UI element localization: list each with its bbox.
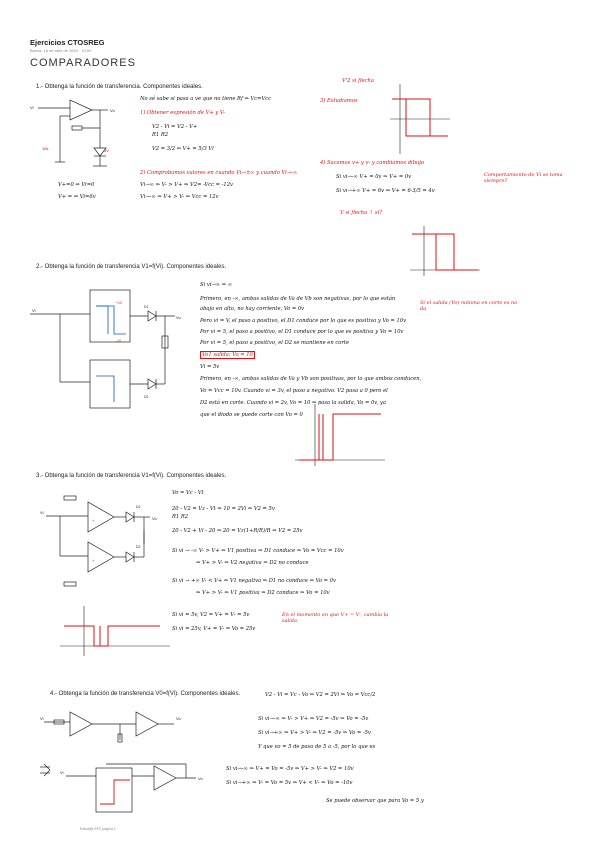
ex3-line-5: ⇒ V+ > V- ⇒ V2 negativa ⇒ D2 no conduce: [196, 560, 309, 566]
ex1-line-5: 2) Comprobamos valores en cuando Vi→±∞ y cuando Vi→-∞: [140, 170, 298, 176]
ex3-line-7: ⇒ V+ > V- ⇒ V1 positiva ⇒ D2 conduce ⇒ Vo = 10v: [196, 590, 330, 596]
ex1-line-8: 3) Estudiamos: [320, 98, 358, 104]
ex2-line-3: Pero vi = V, el paso a positivo, el D1 conduce por lo que es positiva y Vo = 10v: [200, 318, 407, 324]
ex2-boxed-0: [200, 352, 255, 358]
ex1-line-9: 4) Sacamos v+ y v- y cambiamos dibujo: [320, 160, 425, 166]
svg-text:D1: D1: [136, 505, 141, 509]
exercise-4-label: 4.- Obtenga la función de transferencia V0=f(Vi). Componentes ideales.: [50, 691, 241, 697]
ex3-line-1: 20 - V2 = Vz - Vt ⇒ 10 = 2Vi ⇒ V2 = 5v: [172, 506, 275, 512]
exercise-1-label: 1.- Obtenga la función de transferencia. Componentes ideales.: [36, 84, 203, 90]
ex3-transfer-plot: [60, 606, 170, 656]
ex3-line-6: Si vi → +∞ V- < V+ ⇒ V1 negativa ⇒ D1 no conduce ⇒ Vo = 0v: [172, 578, 336, 584]
svg-text:Vi: Vi: [60, 770, 64, 775]
svg-text:+: +: [92, 518, 95, 523]
svg-text:5V: 5V: [104, 148, 109, 153]
ex2-note-0: Si el salida (Vo) mínima en corte es no da: [420, 300, 518, 312]
ex1-line-12: V+=0 ⇐ Vi=0: [58, 182, 95, 188]
svg-text:Vo: Vo: [198, 776, 203, 781]
ex4-line-4: Si vi→-∞ ⇒ V+ = Vo = -5v ⇒ V+ > V- ⇒ V2 = 10v: [226, 766, 354, 772]
ex4-line-1: Si vi→-∞ ⇒ V- > V+ ⇒ V2 = -5v ⇒ Vo = -5v: [258, 716, 369, 722]
ex1-note-0: V'2 si flecha: [342, 78, 374, 84]
page-footer: Estudi@ EPC página 1: [80, 827, 116, 831]
ex3-note-0: En el momento en que V+ = V-, cambia la salida: [282, 612, 389, 624]
ex4-line-6: Se puede observar que para Vo = 5 y: [326, 798, 424, 804]
exercise-3-label: 3.- Obtenga la función de transferencia V1=f(Vi). Componentes ideales.: [36, 473, 227, 479]
svg-text:+10: +10: [116, 301, 122, 305]
svg-text:Vi: Vi: [30, 105, 34, 110]
ex3-line-2: R1 R2: [172, 514, 189, 520]
svg-text:Vi: Vi: [32, 308, 36, 313]
ex4-line-3: Y que vo = 5 de paso de 5 a -5, por lo que es: [258, 744, 376, 750]
ex2-transfer-plot: [295, 404, 385, 466]
svg-text:D2: D2: [144, 395, 149, 399]
svg-text:Vo: Vo: [176, 315, 181, 320]
page-title: COMPARADORES: [30, 57, 136, 69]
ex1-line-10: Si vi→-∞ V+ = 0v ⇒ V+ = 0v: [336, 174, 412, 180]
ex2-line-9: D2 está en corte. Cuando vi = 2v, Vo = 10 ⇒ pasa la salida, Vo = 0v, ya: [200, 400, 386, 406]
svg-text:-10: -10: [116, 339, 122, 343]
ex1-line-0: No sé sabe si pasa a ve que no tiene Rf ⇒ Vc=Vcc: [140, 96, 272, 102]
ex2-line-8: Vo = Vcc = 10v. Cuando vi = 3v, el paso a negativo. V2 pasa a 0 pero el: [200, 388, 388, 394]
ex2-line-5: Por vi = 5, el paso a positivo, el D2 se mantiene en corte: [200, 340, 350, 346]
svg-text:D1: D1: [144, 305, 149, 309]
ex2-line-1: Primero, en -∞, ambas salidas de Va de Vb son negativas, por lo que están: [200, 296, 396, 302]
ex1-line-13: V+ = ⇐ Vi=6v: [58, 194, 96, 200]
ex1-note-2: V si flecha ↑ sí?: [340, 210, 382, 216]
ex1-note-1: Comportamiento de Vi se toma siempre?: [484, 172, 563, 184]
ex1-line-6: Vi→∞ ⇒ V- > V+ ⇒ V2= -Vcc = -12v: [140, 182, 233, 188]
ex2-line-0: Si vi→∞ ⇒ ∞: [200, 282, 233, 288]
exercise-2-label: 2.- Obtenga la función de transferencia V1=f(Vi). Componentes ideales.: [36, 264, 227, 270]
svg-text:Vo: Vo: [152, 516, 157, 521]
ex1-line-1: 1) Obtener expresión de V+ y V-: [140, 110, 225, 116]
exercise-4-circuit: [40, 706, 190, 746]
exercise-2-circuit: [30, 286, 190, 416]
ex1-line-3: R1 R2: [152, 132, 169, 138]
svg-text:Vi: Vi: [40, 510, 44, 515]
ex3-line-8: Si vi = 5v, V2 = V+ = V- = 5v: [172, 612, 250, 618]
ex1-line-7: Vi→-∞ ⇒ V+ > V- ⇒ Vcc = 12v: [140, 194, 219, 200]
ex1-transfer-plot-b: [410, 226, 480, 276]
ex2-line-10: que el diodo se puede corte con Vo = 0: [200, 412, 303, 418]
ex2-boxed-label: Vo1 salida: Vo = 10: [202, 352, 253, 358]
ex3-line-9: Si vi = 25v, V+ = V- = Vo = 25v: [172, 626, 256, 632]
ex4-line-0: V2 - Vi = Vc - Vo ⇒ V2 = 2Vi ⇒ Vo = Vcc/2: [265, 692, 376, 698]
svg-text:+: +: [92, 558, 95, 563]
svg-text:Vo: Vo: [176, 716, 181, 721]
ex1-line-11: Si vi→+∞ V+ = 6v ⇒ V+ = 6·3/5 = 4v: [336, 188, 435, 194]
ex4-line-2: Si vi→+∞ ⇒ V+ > V- ⇒ V2 = -5v ⇒ Vo = -5v: [258, 730, 371, 736]
ex3-line-4: Si vi → -∞ V- > V+ ⇒ V1 positiva ⇒ D1 conduce ⇒ Vo = Vcc = 10v: [172, 548, 344, 554]
ex2-line-6: Vi = 5v: [200, 364, 220, 370]
ex2-line-2: abajo en alto, no hay corriente, Vo = 0v: [200, 306, 305, 312]
ex1-line-4: V2 = 3/2 ⇒ V+ = 5/3 Vi: [152, 146, 214, 152]
ex3-line-0: Vo = Vc - Vt: [172, 490, 204, 496]
svg-text:10k: 10k: [42, 146, 49, 151]
ex1-line-2: V2 - Vi = V2 - V+: [152, 124, 198, 130]
ex2-line-4: Por vi = 5, el paso a positivo, el D1 conduce por lo que es positiva y Vo = 10v: [200, 329, 404, 335]
exercise-4-equivalent-circuit: [36, 760, 206, 820]
svg-text:D2: D2: [136, 545, 141, 549]
ex1-transfer-plot-a: [390, 84, 450, 154]
svg-text:Vi: Vi: [40, 716, 44, 721]
ex2-line-7: Primero, en -∞, ambas salidas de Va y Vb son positivas, por lo que ambos conducen,: [200, 376, 422, 382]
doc-header-title: Ejercicios CTOSREG: [30, 38, 105, 47]
svg-text:Vo: Vo: [110, 108, 115, 113]
doc-header-subtitle: Barcia, 16 de abril de 2020 · 10:00: [30, 48, 92, 53]
exercise-3-circuit: [40, 486, 170, 596]
ex4-line-5: Si vi→+∞ ⇒ V- = Vo = 5v ⇒ V+ < V- ⇒ Vo = -10v: [226, 780, 353, 786]
ex3-line-3: 20 - V2 + Vi - 20 ⇒ 20 = Vz(1+R/R)/R ⇒ V2 = 25v: [172, 528, 303, 534]
